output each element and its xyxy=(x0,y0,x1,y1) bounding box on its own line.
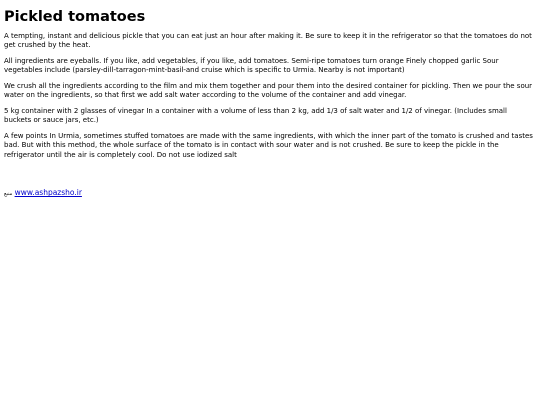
paragraph-tips: A few points In Urmia, sometimes stuffed tomatoes are made with the same ingredients, with which the inner part of the tomato is crushed and tastes bad. But with this method, the whole surface of the tomato is in contact with sour water and is not crushed. Be sure to keep the pickle in the refrigerator until the air is completely cool. Do not use iodized salt xyxy=(4,132,533,159)
paragraph-method: We crush all the ingredients according to the film and mix them together and pour them into the desired container for pickling. Then we pour the sour water on the ingredients, so that first we add salt water according to the volume of the container and add vinegar. xyxy=(4,82,533,100)
page-title: Pickled tomatoes xyxy=(4,9,146,25)
paragraph-ingredients: All ingredients are eyeballs. If you like, add vegetables, if you like, add tomatoes. Semi-ripe tomatoes turn orange Finely chopped garlic Sour vegetables include (parsley-dill-tarragon-mint-basil-and cruise which is specific to Urmia. Nearby is not important) xyxy=(4,57,499,75)
source-label: منبع xyxy=(4,191,13,198)
paragraph-quantities: 5 kg container with 2 glasses of vinegar In a container with a volume of less than 2 kg, add 1/3 of salt water and 1/2 of vinegar. (Includes small buckets or sauce jars, etc.) xyxy=(4,107,507,125)
source-link[interactable]: www.ashpazsho.ir xyxy=(14,188,82,198)
source-line xyxy=(4,188,536,199)
article xyxy=(0,0,540,199)
paragraph-intro: A tempting, instant and delicious pickle that you can eat just an hour after making it. Be sure to keep it in the refrigerator so that the tomatoes do not get crushed by the heat. xyxy=(4,32,532,50)
